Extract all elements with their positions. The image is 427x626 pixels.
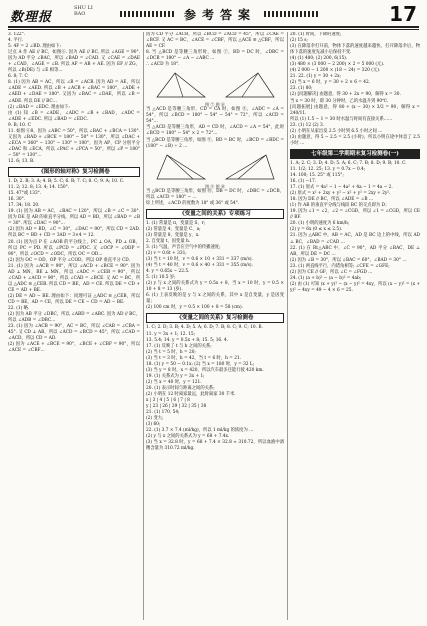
answer-line: 4. 平行. <box>8 38 24 44</box>
answer-line: 19. 因为 ∠1 = ∠2，∠2 = ∠CGD，所以 ∠1 = ∠CGD，所以 CE // BF. <box>290 209 420 221</box>
answer-line: 18. (1) y = 50 − 0.1x; (2) 当 x = 180 时，y = 32 L; <box>146 361 255 367</box>
answer-line: (3) 当 t = 3 时，h = 42，当 t = 6 时，h = 21. <box>146 355 242 361</box>
column-1 <box>8 32 140 620</box>
answer-line: 11. 如图 ⑥8，因为 ∠ABC = 50°，所以 ∠BAC + ∠BCA = 130°. 又因为 ∠BAD + ∠BCE = 180° − 50° = 130°，所以 ∠DAC + ∠ECA = 360° − 130° − 130° = 100°，因为 AP、CP 分别平分 ∠DAC 和 ∠ECA，所以 ∠PAC + ∠PCA = 50°，所以 ∠P = 180° − 50° = 130°… <box>8 128 140 158</box>
title-decoration-right <box>264 11 320 17</box>
answer-line: 14. 100; 15. 25° 或 115°; <box>290 172 344 178</box>
answer-line: (2) 因为 OC = OD，OP 平分 ∠COD，所以 OP 垂直平分 CD. <box>8 257 130 263</box>
page-title: 参考答案 <box>184 7 257 22</box>
answer-line: 1. D; 2. B; 3. A; 4. B; 5. C; 6. B; 7. C; 8. C; 9. A; 10. C. <box>8 179 125 185</box>
answer-line: 2. 自变量 t，因变量 h. <box>146 238 191 244</box>
answer-line: (2) y = 6x (0 ≤ x ≤ 2.5). <box>290 227 343 233</box>
answer-line: 20. (1) 小明的速度为 6 km/h; <box>290 221 350 227</box>
answer-line: 24. (1) (a + b)² − (a − b)² = 4ab; <box>290 275 362 281</box>
section-heading: 《变量之间的关系》复习检测卷 <box>146 313 284 323</box>
answer-line: (2) y 与 x 之间的关系式为 y = 68 + 7.4x. <box>146 434 230 440</box>
section-heading: 《变量之间的关系》专项练习 <box>146 209 284 219</box>
table-row: y | 23 | 26 | 29 | 32 | 35 | 38 <box>146 404 207 410</box>
answer-line: 当 x = 30 时，即 30 分钟时，乙的水温升到 90℃. <box>290 98 389 104</box>
answer-line: 当 △BCD 是等腰三角形，如图 ⑨，BD = BC 时，∠BCD = ∠BDC = (180° − ∠B) ÷ 2 … <box>146 137 284 149</box>
answer-line: 19. (1) 因为 AB = AC，∠BAC = 120°，所以 ∠B = ∠C = 30°. 因为 DE 是 AB 的垂直平分线，所以 AD = BD，所以 ∠BAD = ∠B = 30°. 所以 ∠DAC = 90°… <box>8 209 140 227</box>
answer-line: 6. 8; 7. C <box>8 74 28 80</box>
answer-line: (3) 当 t = 10 时，v = 0.6 × 10 + 331 = 337 (m/s). <box>146 257 253 263</box>
column-divider <box>143 32 144 620</box>
page-number: 17 <box>389 2 417 26</box>
answer-line: 20. (1) 因为点 P 在 ∠AOB 的平分线上，PC ⊥ OA，PD ⊥ OB，所以 PC = PD. 所以 ∠PCD = ∠PDC. 又 ∠OCP = ∠ODP = 90°，所以 ∠OCD = ∠ODC，所以 OC = OD… <box>8 239 140 257</box>
answer-line: (2) 原式 = x² + 2xy + y² − x² + y² = 2xy + 2y². <box>290 191 391 197</box>
answer-line: 15. 47°或 133°. <box>8 191 42 197</box>
answer-line: 过点 A 作 AE // BC，如图⑥. 因为 AE // BC, 所以 ∠AGE = 90°. 因为 AD 平分 ∠BAC，所以 ∠BAD = ∠CAD. 又 ∠CAE = ∠DAE + ∠CAD，∠AGE = ∠B. 所以 AF = AB + AE. 因为 EF // ZG，所以 ∠B(DE) 与 ∠E 相等… <box>8 50 140 74</box>
answer-line: 由 (1) 知 ∠B = ∠ADE，∠ADC = ∠B + ∠BAD，∠ADC = ∠ADE + ∠EDC. 所以 ∠BAD = ∠EDC. <box>8 110 140 122</box>
answer-line: (2) 因为 CE // GF，所以 ∠C = ∠FGD … <box>290 269 373 275</box>
answer-line: (2) 当 t = 5 时，h = 20; <box>146 349 196 355</box>
answer-line: 19. (1) 关系式为 y = 3x + 1; <box>146 373 205 379</box>
answer-line: 所以 (1) 1.5 − 1 = 30 时水温与时间有直接关系…… <box>290 116 393 122</box>
triangle-figure <box>153 152 209 182</box>
answer-line: (4) 2 000 − 1 200 × (18 − 24) = 320 (元). <box>290 68 381 74</box>
answer-line: (2) v = 0.6t + 331; <box>146 250 187 256</box>
answer-line: 21. (1) 因为 ∠ACB = 90°，所以 ∠ACD + ∠BCE = 90°. 因为 AD ⊥ MN，BE ⊥ MN，所以 ∠ADC = ∠CEB = 90°，所以 ∠CAD + ∠ACD = 90°，所以 ∠CAD = ∠BCE. 又 AC = BC，所以 △ADC ≌ △CEB. 所以 CD = BE，AD = CE. 所以 DE = CD + CE = AD + BE. <box>8 263 140 293</box>
figure-row <box>146 70 284 100</box>
answer-line: 8. 当 △BCD 是等腰三角形时，如图 ⑦，BD = DC 时，∠DBC = ∠DCB = 180° − ∠A − ∠ABC … <box>146 50 284 62</box>
title-decoration-left <box>120 11 176 17</box>
answer-line: 6. (1) 上表反映的是 y 与 x 之间的关系，其中 x 是自变量，y 是因变量； <box>146 293 284 305</box>
answer-line: (2) DE = AD − BE. 理由如下：同理可证 △ADC ≌ △CEB，所以 CD = BE，AD = CE，所以 DE = CE − CD = AD − BE. <box>8 293 140 305</box>
answer-line: (2) 常量是 4，变量是 C、a; <box>146 226 201 232</box>
answer-line: 11. 1/2; 12. 25; 13. y = 0.7x − 0.4; <box>290 166 366 172</box>
answer-line: 4. y = 0.65x − 22.5. <box>146 269 190 275</box>
figure-caption: 图 ⑨ 图 ⑩ <box>205 183 225 189</box>
answer-line: (1) 作 AB 的垂直平分线与线段 BC 的交点即为 D； <box>290 203 390 209</box>
answer-line: 13. 5.4; 14. y = 0.5x + 8; 15. 5; 16. 4. <box>146 337 228 343</box>
answer-line: (2) ∠BAD = ∠EDC. 理由如下: <box>8 104 70 110</box>
answer-line: 23. (1) 12 (2) 3. <box>290 122 325 128</box>
answer-line: 16. (1) −17. <box>290 179 317 185</box>
answer-line: (3) 常量是 8，变量是 y、x. <box>146 232 200 238</box>
figure-caption: 图 ⑦ 图 ⑧ <box>205 102 225 108</box>
answer-line: (2) 因为 AD = BD，∠C = 30°，∠DAC = 90°，所以 CD = 2AD. 所以 BC = BD + CD = 3AD = 3×4 = 12. <box>8 227 140 239</box>
answer-line: 3. (1) 气温，声音在空气中的传播速度; <box>146 244 221 250</box>
answer-line: 1. C; 2. D; 3. B; 4. D; 5. A; 6. D; 7. B; 8. C; 9. C; 10. B. <box>146 325 263 331</box>
column-3 <box>290 32 420 620</box>
answer-line: 23. (1) 两直线平行，内错角相等; ∠CFE = ∠GFE; <box>290 263 390 269</box>
answer-line: 23. (1) 80; <box>290 86 313 92</box>
answer-line: 22. (1) 在 Rt△ABC 中，∠C = 90°，AD 平分 ∠BAC，DE ⊥ AB，所以 DE = DC … <box>290 245 420 257</box>
answer-line: ∴ ∠ACD 为 18°. <box>146 62 180 68</box>
answer-line: (2) 小明在从家出发 2.5 小时到 6.5 小时之间 … <box>290 128 383 134</box>
answer-line: 17. (1) 原式 = 4a² − 1 − 4a² + 4a − 1 = 4a − 2. <box>290 185 393 191</box>
section-heading: 《图形的轴对称》复习检测卷 <box>8 167 140 177</box>
answer-line: (3) 当 y = 8 时，x = 420，所以汽车最多还能行驶 420 km. <box>146 367 264 373</box>
answer-line: 11. y = 3x + 1; 12. 15; <box>146 331 196 337</box>
answer-line: 20. (1) 表示时间与距离之间的关系; <box>146 385 215 391</box>
triangle-figure <box>153 70 209 100</box>
answer-line: 5. 4F = 2 ∠BD. 理由如下: <box>8 44 62 50</box>
answer-line: (3) 60; <box>146 422 161 428</box>
answer-line: (4) (1) 480; (2) 200, 6(15). <box>290 56 348 62</box>
figure-row <box>146 152 284 182</box>
answer-line: 21. 22. (1) y = 30 + 2x; <box>290 74 342 80</box>
answer-line: 当 △BCD 是等腰三角形，如图 ⑩，DB = DC 时，∠DBC = ∠DCB，所以 ∠ACD = 180° − … <box>146 188 284 200</box>
triangle-figure <box>222 152 278 182</box>
answer-line: 当 △ACD 是等腰三角形，CD = CA 时，如图 ⑧，∠ADC = ∠A = 54°，所以 ∠BCD = 180° − 54° − 54° = 72°，所以 ∠ACD = 54°… <box>146 107 284 125</box>
answer-line: 因为 CD 平分 ∠ACB，所以 ∠BCD = ∠ACD = 45°，所以 ∠CAE = ∠BCF. 又 AC = BC，∠ACE = ∠CBF，所以 △ACE ≌ △CBF，所以 AE = CF. <box>146 32 284 50</box>
header-rule-thin <box>8 29 419 30</box>
answer-line: 1. (1) 常量是 π，变量是 S、r; <box>146 220 206 226</box>
answer-line: (3) 当 x = 32.8 时，y = 68 + 7.4 × 32.8 ≈ 310.72，所以血液中酒精含量为 310.72 ml/kg. <box>146 440 284 452</box>
answer-line: 20. (1) 时间，下降的速度; <box>290 32 342 37</box>
newspaper-logo: 数理报 <box>10 10 53 25</box>
answer-line: 12. 6; 13. B. <box>8 158 35 164</box>
header-rule <box>8 26 419 28</box>
answer-line: 9. B; 10. C <box>8 122 31 128</box>
answer-line: (2) 因为 AB 平分 ∠DBC，所以 ∠ABD = ∠ABC. 因为 AD // BC，所以 ∠ADB = ∠DBC… <box>8 312 140 324</box>
answer-line: 17. 34; 18. 20. <box>8 203 40 209</box>
answer-line: (3) 在降落伞打开前，物体下落的速度越来越快，打开降落伞后，物体下落的速度先减小后保持不变. <box>290 44 420 56</box>
answer-line: (2) 因为 ∠ACE + ∠BCE = 90°，∠BCE + ∠CBF = 90°，所以 ∠ACE = ∠CBF… <box>8 342 140 354</box>
answer-line: 8. (1) 因为 AB = AC，所以 ∠B = ∠ACB. 因为 AD = AE，所以 ∠ADE = ∠AED. 所以 ∠B + ∠ACB + ∠BAC = 180°，∠ADE + ∠AED + ∠DAE = 180°. 又因为 ∠BAC = ∠DAE，所以 ∠B = ∠ADE. 所以 DE // BC… <box>8 80 140 104</box>
answer-line: (3) 480 × (3 000 − 2 200) × 2 = 5 000 (元). <box>290 62 385 68</box>
answer-line: 17. (1) 反映了 t 与 h 之间的关系; <box>146 343 212 349</box>
answer-line: 18. 因为 DE // BC，所以 ∠ADE = ∠B … <box>290 197 374 203</box>
answer-line: 当 △ACD 是等腰三角形，AD = CD 时，∠ACD = ∠A = 54°，此时 ∠BCD = 180° − 54° × 2 = 72°… <box>146 125 284 137</box>
answer-line: 3. 122°. <box>8 32 26 37</box>
answer-line: 23. (1) 因为 ∠ACB = 90°，AC = BC，所以 ∠CAB = ∠CBA = 45°. 又 CD ⊥ AB，所以 ∠ACD = ∠BCD = 45°，所以 ∠CAD = ∠ACD，所以 CD = AD. <box>8 324 140 342</box>
answer-line: [问题拓展] 由题意，得 80 + (x − 30) × 3/2 = 90，解得 x = 240/11. <box>290 104 420 116</box>
answer-line: (2) 当 x = 6 时，y = 30 + 2 × 6 = 42. <box>290 80 371 86</box>
column-divider <box>287 32 288 620</box>
answer-line: (4) 当 t = 40 时，v = 0.6 × 40 + 331 = 355 (m/s). <box>146 263 253 269</box>
answer-line: 22. (1) 3.7 × 7.4 (ml/kg)，所以 1 ml/kg 的浓度为 … <box>146 428 254 434</box>
answer-line: (2) 由 (1) 可知 (x + y)² − (x − y)² = 4xy，所以 (x − y)² = (x + y)² − 4xy = 49 − 4 × 6 = 25. <box>290 281 420 293</box>
answer-line: 21. 因为 △ABC 中，AB = AC，AD 是 BC 边上的中线，所以 AD ⊥ BC，∠BAD = ∠CAD … <box>290 233 420 245</box>
answer-line: 11. 2; 12. 8; 13. 4; 14. 150°. <box>8 185 70 191</box>
answer-line: (2) 当 x = 40 时，y = 121. <box>146 379 202 385</box>
answer-line: (3) 由题意，得 5 − 2.5 = 2.5 (小时)，所以小明在途中休息了 2.5 小时 … <box>290 134 420 146</box>
answer-line: 21. (1) 170, 54; <box>146 410 180 416</box>
answer-line: (2) 小明在 12 时离家最远，此时离家 30 千米. <box>146 391 236 397</box>
triangle-figure <box>222 70 278 100</box>
answer-line: (2) 变大; <box>146 416 164 422</box>
answer-line: 5. (1) 10.5 岁; <box>146 275 176 281</box>
answer-line: (2) y 与 x 之间的关系式为 y = 0.5x + 8，当 x = 10 时，y = 0.5 × 10 + 8 = 13 (岁). <box>146 281 284 293</box>
table-row: x | 3 | 4 | 5 | 6 | 7 | 8 <box>146 398 190 404</box>
header-title-bar <box>120 6 320 22</box>
answer-line: 22. (1) 略. <box>8 306 30 312</box>
answer-line: (2) 100 cm 时，y = 0.5 × 100 + 8 = 58 (cm). <box>146 305 244 311</box>
answer-line: (2) 因为 ∠B = 30°，所以 ∠BAC = 60°，∠BAD = 30° … <box>290 257 407 263</box>
answer-line: 1. A; 2. C; 3. D; 4. D; 5. A; 6. C; 7. B; 8. D; 9. B; 10. C. <box>290 160 407 166</box>
answer-line: (2) 15 s; <box>290 38 308 44</box>
answer-line: (2) [问题解决] 由题意，得 30 + 2x = 90，解得 x = 30. <box>290 92 401 98</box>
section-heading: 七年级第二学期期末复习检测卷(一) <box>290 149 420 159</box>
column-2 <box>146 32 284 620</box>
logo-subtitle: SHU LI BAO <box>74 5 93 17</box>
answer-line: 16. 30°. <box>8 197 26 203</box>
answer-line: 综上所述，∠ACD 的度数为 18° 或 36° 或 54°. <box>146 200 240 206</box>
